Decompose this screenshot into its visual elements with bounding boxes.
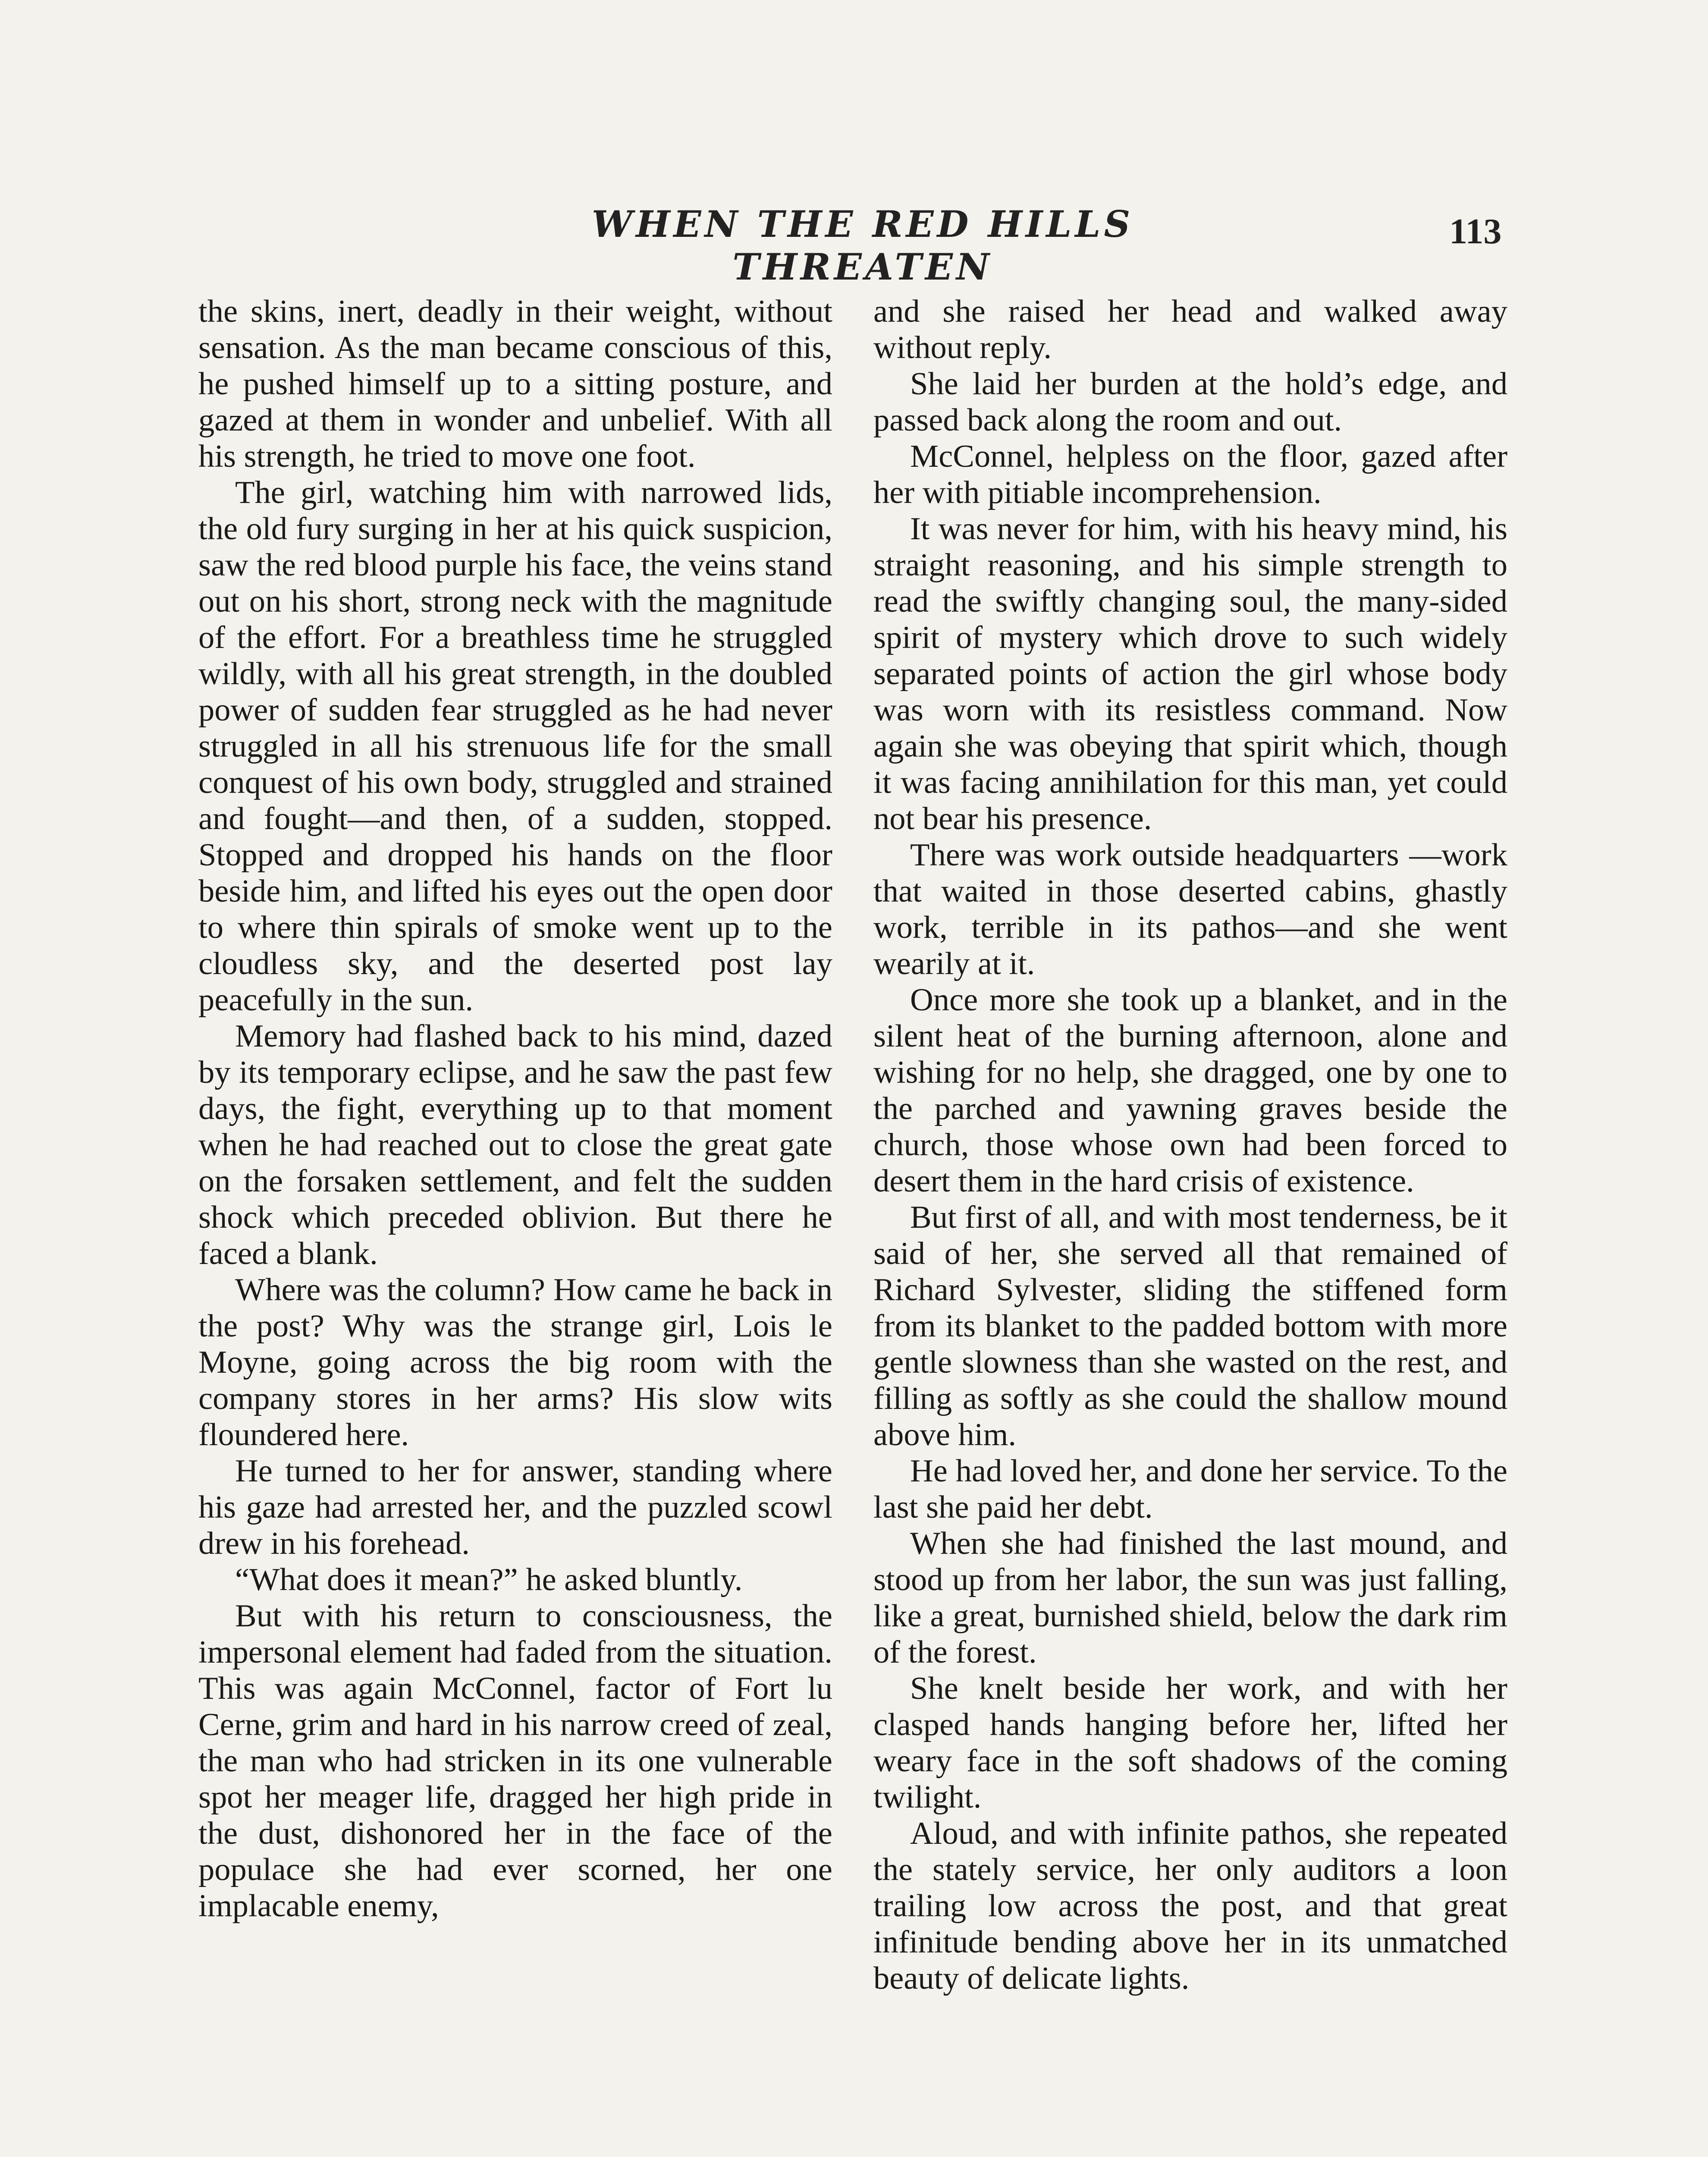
paragraph: and she raised her head and walked away without reply. (873, 294, 1507, 365)
paragraph: It was never for him, with his heavy mind, his straight reasoning, and his simple strength to read the swiftly changing soul, the many-sided spirit of mystery which drove to such widely separated points of action the girl whose body was worn with its resistless command. Now again she was obeying that spirit which, though it was facing annihilation for this man, yet could not bear his presence. (873, 511, 1507, 836)
paragraph: But first of all, and with most tenderness, be it said of her, she served all that remained of Richard Sylvester, sliding the stiffened form from its blanket to the padded bottom with more gentle slowness than she wasted on the rest, and filling as softly as she could the shallow mound above him. (873, 1200, 1507, 1453)
paragraph: “What does it mean?” he asked bluntly. (235, 1562, 743, 1597)
paragraph: Where was the column? How came he back in the post? Why was the strange girl, Lois le Moyne, going across the big room with the company stores in her arms? His slow wits floundered here. (198, 1272, 832, 1453)
paragraph: But with his return to consciousness, the impersonal element had faded from the situation. This was again McConnel, factor of Fort lu Cerne, grim and hard in his narrow creed of zeal, the man who had stricken in its one vulnerable spot her meager life, dragged her high pride in the dust, dishonored her in the face of the populace she had ever scorned, her one implacable enemy, (198, 1598, 832, 1924)
paragraph: Once more she took up a blanket, and in the silent heat of the burning afternoon, alone and wishing for no help, she dragged, one by one to the parched and yawning graves beside the church, those whose own had been forced to desert them in the hard crisis of existence. (873, 982, 1507, 1199)
paragraph: Memory had flashed back to his mind, dazed by its temporary eclipse, and he saw the past few days, the fight, everything up to that moment when he had reached out to close the great gate on the forsaken settlement, and felt the sudden shock which preceded oblivion. But there he faced a blank. (198, 1019, 832, 1271)
paragraph: She laid her burden at the hold’s edge, and passed back along the room and out. (873, 366, 1507, 438)
paragraph: the skins, inert, deadly in their weight, without sensation. As the man became conscious of this, he pushed himself up to a sitting posture, and gazed at them in wonder and unbelief. With all his strength, he tried to move one foot. (198, 294, 832, 474)
paragraph: There was work outside headquarters —work that waited in those deserted cabins, ghastly work, terrible in its pathos—and she went wearily at it. (873, 837, 1507, 981)
right-column (873, 293, 1507, 1997)
paragraph: He had loved her, and done her service. To the last she paid her debt. (873, 1453, 1507, 1525)
paragraph: He turned to her for answer, standing where his gaze had arrested her, and the puzzled scowl drew in his forehead. (198, 1453, 832, 1561)
paragraph: When she had finished the last mound, and stood up from her labor, the sun was just falling, like a great, burnished shield, below the dark rim of the forest. (873, 1526, 1507, 1670)
page-number: 113 (1449, 211, 1502, 252)
left-column (198, 293, 832, 1924)
paragraph: Aloud, and with infinite pathos, she repeated the stately service, her only auditors a loon trailing low across the post, and that great infinitude bending above her in its unmatched beauty of delicate lights. (873, 1816, 1507, 1996)
running-title: WHEN THE RED HILLS THREATEN (591, 203, 1134, 288)
paragraph: The girl, watching him with narrowed lids, the old fury surging in her at his quick suspicion, saw the red blood purple his face, the veins stand out on his short, strong neck with the magnitude of the effort. For a breathless time he struggled wildly, with all his great strength, in the doubled power of sudden fear struggled as he had never struggled in all his strenuous life for the small conquest of his own body, struggled and strained and fought—and then, of a sudden, stopped. Stopped and dropped his hands on the floor beside him, and lifted his eyes out the open door to where thin spirals of smoke went up to the cloudless sky, and the deserted post lay peacefully in the sun. (198, 475, 832, 1018)
paragraph: She knelt beside her work, and with her clasped hands hanging before her, lifted her weary face in the soft shadows of the coming twilight. (873, 1671, 1507, 1815)
paragraph: McConnel, helpless on the floor, gazed after her with pitiable incomprehension. (873, 439, 1507, 510)
